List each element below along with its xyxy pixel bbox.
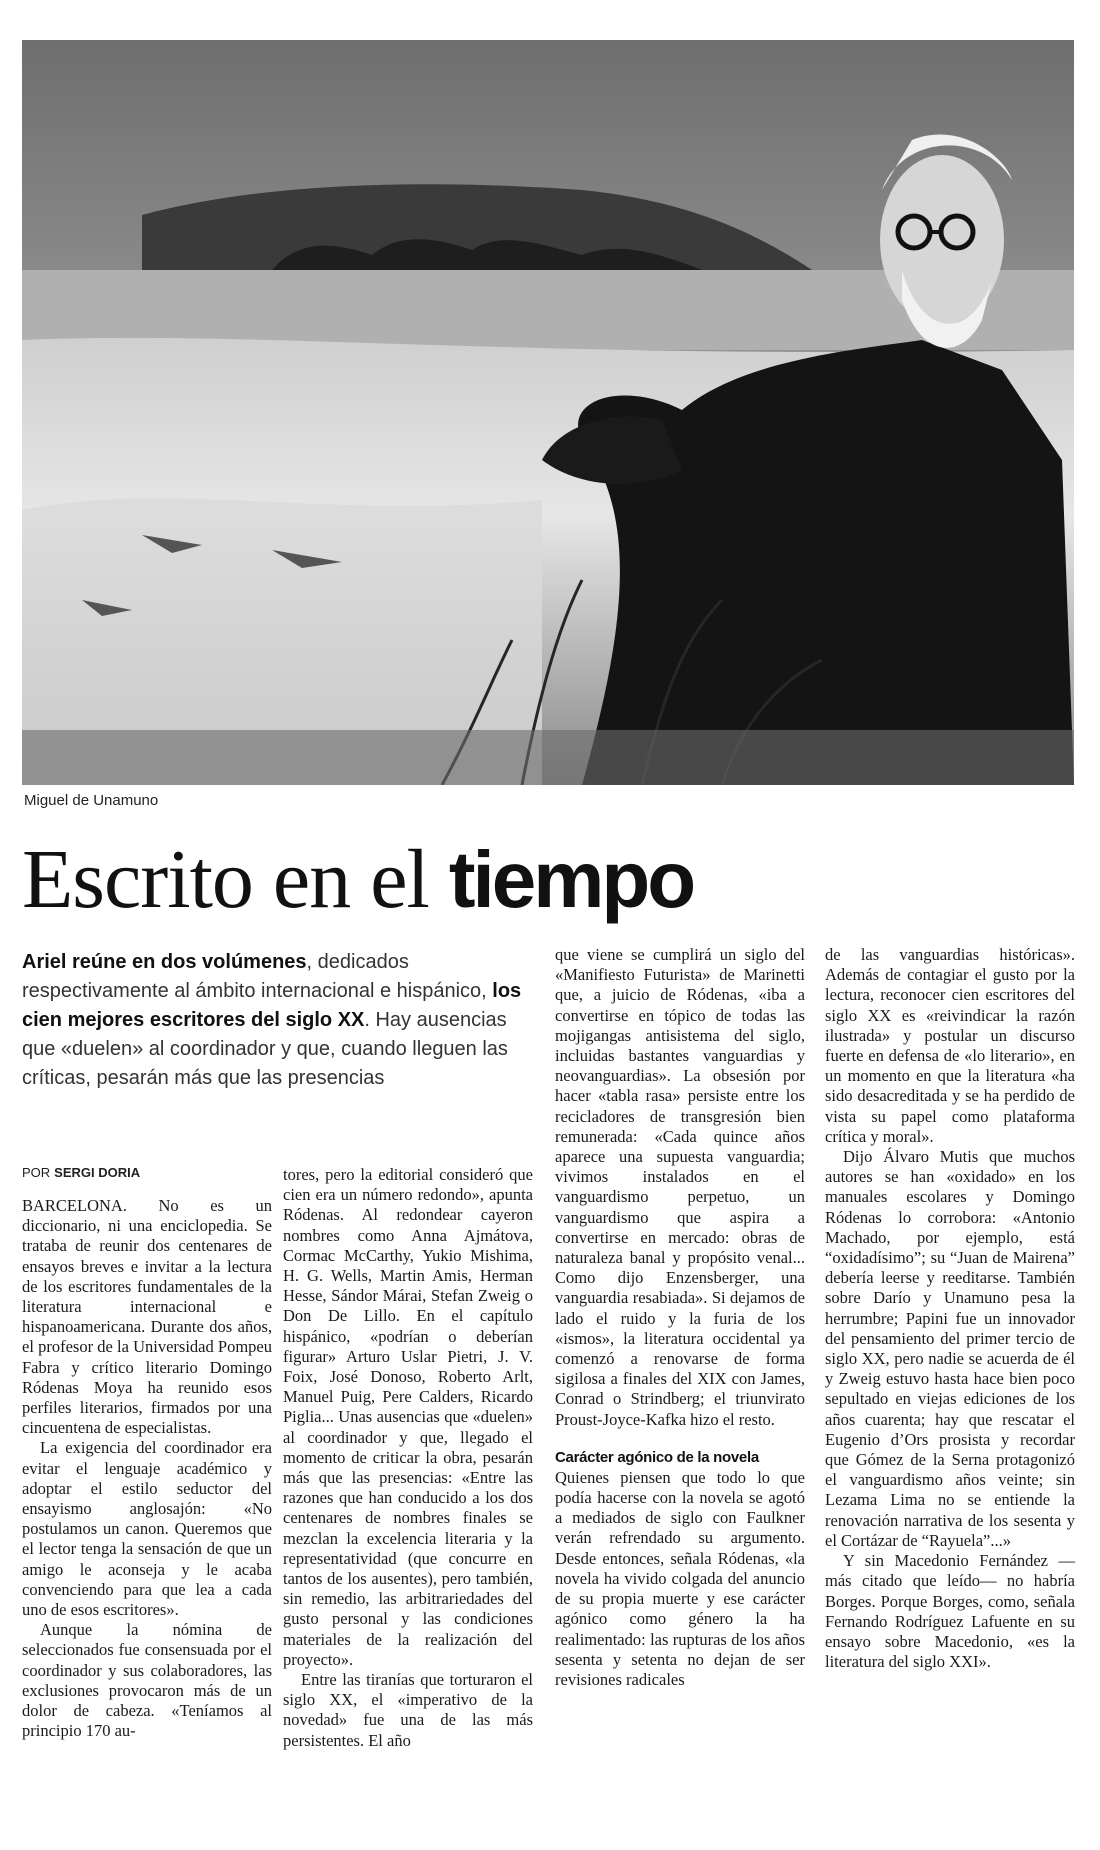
body-paragraph: Quienes piensen que todo lo que podía hacerse con la novela se agotó a mediados de siglo con Faulkner verán refrendado su argumento. Desde entonces, señala Ródenas, «la novela ha vivido colgada del anuncio de su propia muerte y ese carácter agónico como género la ha realimentado: las rupturas de los años sesenta y setenta no dejan de ser revisiones radicales <box>555 1467 805 1689</box>
body-paragraph: Aunque la nómina de seleccionados fue consensuada por el coordinador y sus colaboradores, las exclusiones provocaron más de un dolor de cabeza. «Teníamos al principio 170 au- <box>22 1620 272 1741</box>
article-column-1 <box>22 1196 272 1741</box>
standfirst-text-2: . Hay ausencias que «duelen» al coordinador y que, cuando lleguen las críticas, pesarán más que las presencias <box>22 1009 508 1089</box>
body-paragraph: La exigencia del coordinador era evitar el lenguaje académico y adoptar el estilo seductor del ensayismo anglosajón: «No postulamos un canon. Queremos que el lector tenga la sensación de que un amigo le aconseja y le acaba convenciendo para que lea a cada uno de esos escritores». <box>22 1438 272 1620</box>
subheading: Carácter agónico de la novela <box>555 1448 759 1466</box>
body-paragraph: de las vanguardias históricas». Además de contagiar el gusto por la lectura, reconocer cien escritores del siglo XX es «reivindicar la razón ilustrada» y postular un discurso fuerte en defensa de «lo literario», en un momento en que la literatura «ha sido desacreditada y se ha perdido de vista su papel como plataforma crítica y moral». <box>825 945 1075 1146</box>
standfirst-lead: Ariel reúne en dos volúmenes <box>22 951 307 973</box>
body-paragraph: Entre las tiranías que torturaron el siglo XX, el «imperativo de la novedad» fue una de las más persistentes. El año <box>283 1670 533 1750</box>
body-paragraph: Dijo Álvaro Mutis que muchos autores se han «oxidado» en los manuales escolares y Domingo Ródenas lo corrobora: «Antonio Machado, por ejemplo, está “oxidadísimo”; su “Juan de Mairena” debería leerse y reeditarse. También sobre Darío y Unamuno pesa la herrumbre; Papini fue un innovador del pensamiento del primer tercio de siglo XX, pero nadie se acuerda de él y Zweig estuvo hasta hace bien poco sepultado en viejas ediciones de los años cuarenta; hay que rescatar el Eugenio d’Ors prosista y recordar que Gómez de la Serna protagonizó el vanguardismo años veinte; sin Lezama Lima no se entiende la renovación narrativa de los sesenta y el Cortázar de “Rayuela”...» <box>825 1147 1075 1550</box>
body-paragraph: que viene se cumplirá un siglo del «Manifiesto Futurista» de Marinetti que, a juicio de Ródenas, «iba a convertirse en tópico de todas las mojigangas antisistema del siglo, incluidas bastantes vanguardias y neovanguardias». La obsesión por hacer «tabla rasa» persiste entre los recicladores de transgresión bien remunerada: «Cada quince años aparece una supuesta vanguardia; vivimos instalados en el vanguardismo perpetuo, un vanguardismo que aspira a convertirse en mercado: obras de naturaleza banal y propósito venal... Como dijo Enzensberger, una vanguardia resabiada». Si dejamos de lado el ruido y la furia de los «ismos», la literatura occidental ya comenzó a renovarse de forma sigilosa a finales del XIX con James, Conrad o Strindberg; el triunvirato Proust-Joyce-Kafka hizo el resto. <box>555 945 805 1429</box>
unamuno-photo <box>22 40 1074 785</box>
byline-prefix: POR <box>22 1165 51 1180</box>
article-column-2 <box>283 1165 533 1751</box>
photo-caption: Miguel de Unamuno <box>24 792 159 809</box>
body-paragraph: BARCELONA. No es un diccionario, ni una enciclopedia. Se trataba de reunir dos centenares de ensayos breves e invitar a la lectura de los escritores fundamentales de la literatura internacional e hispanoamericana. Durante dos años, el profesor de la Universidad Pompeu Fabra y crítico literario Domingo Ródenas Moya ha reunido esos perfiles literarios, firmados por una cincuentena de especialistas. <box>22 1196 272 1438</box>
byline-author: SERGI DORIA <box>54 1165 141 1180</box>
headline <box>22 833 694 926</box>
body-paragraph: tores, pero la editorial consideró que cien era un número redondo», apunta Ródenas. Al redondear cayeron nombres como Anna Ajmátova, Cormac McCarthy, Yukio Mishima, H. G. Wells, Martin Amis, Herman Hesse, Sándor Márai, Stefan Zweig o Don De Lillo. En el capítulo hispánico, «podrían o deberían figurar» Arturo Uslar Pietri, J. V. Foix, José Donoso, Roberto Arlt, Manuel Puig, Pere Calders, Ricardo Piglia... Unas ausencias que «duelen» al coordinador y que, llegado el momento de criticar la obra, pesarán más que las presencias: «Entre las razones que han conducido a los dos centenares de nombres finales se mezclan la excelencia literaria y la representatividad (que concurre en tantos de los ausentes), pero también, sin remedio, las arbitrariedades del gusto personal y las condiciones materiales de la realización del proyecto». <box>283 1165 533 1669</box>
standfirst-mid: los cien mejores escritores del siglo XX <box>22 980 522 1031</box>
byline <box>22 1165 140 1180</box>
standfirst-text-1: , dedicados respectivamente al ámbito internacional e hispánico, <box>22 951 493 1002</box>
standfirst <box>22 948 537 1093</box>
headline-regular: Escrito en el <box>22 833 449 926</box>
article-column-4 <box>825 945 1075 1672</box>
photo-illustration <box>22 40 1074 785</box>
article-column-3 <box>555 945 805 1690</box>
headline-bold: tiempo <box>448 835 694 924</box>
body-paragraph: Y sin Macedonio Fernández —más citado que leído— no habría Borges. Porque Borges, como, señala Fernando Rodríguez Lafuente en su ensayo sobre Macedonio, «es la literatura del siglo XXI». <box>825 1551 1075 1672</box>
